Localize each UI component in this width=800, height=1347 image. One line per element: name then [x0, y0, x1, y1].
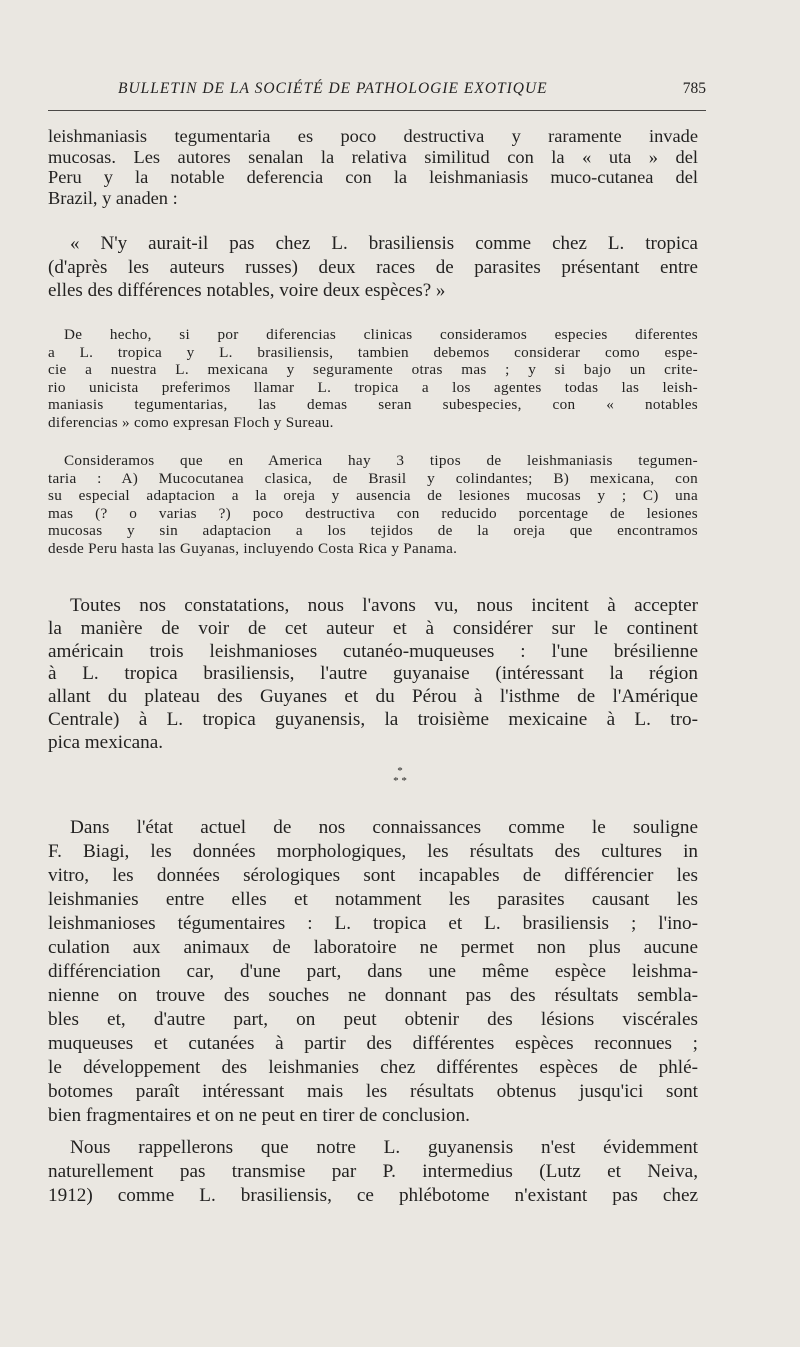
text-line: Nous rappellerons que notre L. guyanensis n'est évidemment: [70, 1137, 698, 1158]
text-line: bles et, d'autre part, on peut obtenir des lésions viscérales: [48, 1009, 698, 1030]
text-line: taria : A) Mucocutanea clasica, de Brasil y colindantes; B) mexicana, con: [48, 469, 698, 487]
text-line: su especial adaptacion a la oreja y ausencia de lesiones mucosas y ; C) una: [48, 487, 698, 505]
text-line: Brazil, y anaden :: [48, 187, 178, 208]
text-line: allant du plateau des Guyanes et du Pérou à l'isthme de l'Amérique: [48, 686, 698, 708]
text-line: mas (? o varias ?) poco destructiva con reducido porcentage de lesiones: [48, 504, 698, 522]
page-number: 785: [682, 80, 706, 97]
text-line: maniasis tegumentarias, las demas seran subespecies, con « notables: [48, 396, 698, 414]
text-line: botomes paraît intéressant mais les résultats obtenus jusqu'ici sont: [48, 1081, 698, 1102]
asterism-top: *: [397, 765, 403, 777]
text-line: la manière de voir de cet auteur et à considérer sur le continent: [48, 617, 698, 639]
text-line: naturellement pas transmise par P. intermedius (Lutz et Neiva,: [48, 1161, 698, 1182]
text-line: Centrale) à L. tropica guyanensis, la troisième mexicaine à L. tro-: [48, 708, 698, 730]
text-line: pica mexicana.: [48, 731, 164, 753]
text-line: Toutes nos constatations, nous l'avons vu, nous incitent à accepter: [70, 595, 698, 616]
text-line: diferencias » como expresan Floch y Sureau.: [48, 413, 334, 431]
text-line: cie a nuestra L. mexicana y seguramente otras mas ; y si bajo un crite-: [48, 361, 698, 379]
paragraph-rappellerons: [48, 1136, 698, 1208]
text-line: mucosas. Les autores senalan la relativa similitud con la « uta » del: [48, 146, 698, 167]
paragraph-constatations: [48, 595, 698, 755]
text-line: nienne on trouve des souches ne donnant pas des résultats sembla-: [48, 985, 698, 1006]
text-line: le développement des leishmanies chez différentes espèces de phlé-: [48, 1057, 698, 1078]
text-line: rio unicista preferimos llamar L. tropica a los agentes todas las leish-: [48, 378, 698, 396]
section-asterism: [0, 766, 800, 786]
running-header: [48, 80, 706, 111]
text-line: Peru y la notable deferencia con la leishmaniasis muco-cutanea del: [48, 167, 698, 188]
text-line: Consideramos que en America hay 3 tipos de leishmaniasis tegumen-: [64, 452, 698, 469]
paragraph-spanish-types: [48, 452, 698, 558]
text-line: De hecho, si por diferencias clinicas consideramos especies diferentes: [64, 326, 698, 343]
text-line: leishmaniasis tegumentaria es poco destructiva y raramente invade: [48, 126, 698, 146]
text-line: (d'après les auteurs russes) deux races de parasites présentant entre: [48, 256, 698, 278]
paragraph-spanish-quote-intro: [48, 126, 698, 208]
text-line: bien fragmentaires et on ne peut en tirer de conclusion.: [48, 1105, 470, 1126]
text-line: desde Peru hasta las Guyanas, incluyendo Costa Rica y Panama.: [48, 539, 458, 557]
text-line: « N'y aurait-il pas chez L. brasiliensis comme chez L. tropica: [70, 233, 698, 254]
text-line: culation aux animaux de laboratoire ne permet non plus aucune: [48, 937, 698, 958]
paragraph-spanish-species: [48, 326, 698, 432]
paragraph-french-quotation: [48, 232, 698, 303]
text-line: américain trois leishmanioses cutanéo-muqueuses : l'une brésilienne: [48, 640, 698, 662]
journal-title: BULLETIN DE LA SOCIÉTÉ DE PATHOLOGIE EXOTIQUE: [118, 80, 548, 97]
text-line: 1912) comme L. brasiliensis, ce phlébotome n'existant pas chez: [48, 1185, 698, 1206]
text-line: leishmanies entre elles et notamment les parasites causant les: [48, 889, 698, 910]
text-line: a L. tropica y L. brasiliensis, tambien debemos considerar como espe-: [48, 343, 698, 361]
text-line: différenciation car, d'une part, dans une même espèce leishma-: [48, 961, 698, 982]
asterism-bottom: * *: [393, 775, 407, 787]
text-line: F. Biagi, les données morphologiques, les résultats des cultures in: [48, 841, 698, 862]
text-line: mucosas y sin adaptacion a los tejidos de la oreja que encontramos: [48, 522, 698, 540]
text-line: Dans l'état actuel de nos connaissances comme le souligne: [70, 817, 698, 838]
paragraph-etat-actuel: [48, 816, 698, 1128]
text-line: à L. tropica brasiliensis, l'autre guyanaise (intéressant la région: [48, 663, 698, 685]
text-line: vitro, les données sérologiques sont incapables de différencier les: [48, 865, 698, 886]
text-line: muqueuses et cutanées à partir des différentes espèces reconnues ;: [48, 1033, 698, 1054]
text-line: elles des différences notables, voire deux espèces? »: [48, 280, 446, 301]
text-line: leishmanioses tégumentaires : L. tropica et L. brasiliensis ; l'ino-: [48, 913, 698, 934]
